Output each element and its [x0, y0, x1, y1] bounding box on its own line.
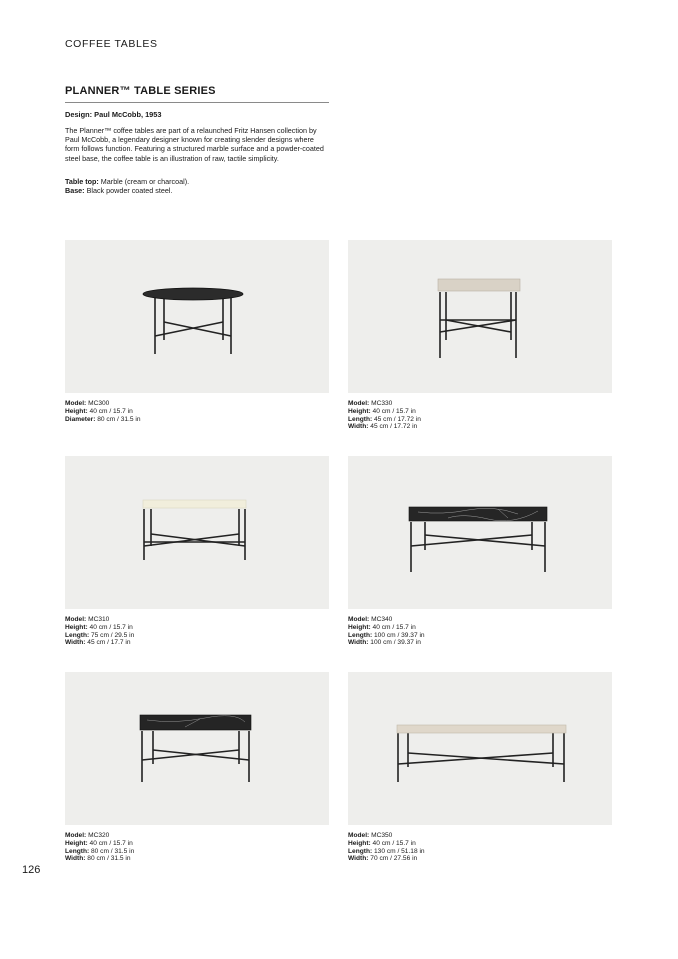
spec-label: Height: [65, 623, 88, 631]
spec-value: 40 cm / 15.7 in [87, 407, 133, 415]
spec-label: Model: [348, 616, 370, 623]
title-rule [65, 102, 329, 103]
spec-row [348, 408, 612, 416]
table-illustration [65, 456, 329, 609]
spec-row [65, 840, 329, 848]
spec-label: Height: [65, 839, 88, 847]
table-top-value: Marble (cream or charcoal). [98, 177, 190, 186]
spec-label: Length: [65, 631, 90, 639]
series-title: PLANNER™ TABLE SERIES [65, 85, 216, 97]
spec-label: Height: [348, 839, 371, 847]
table-illustration [348, 672, 612, 825]
spec-row [65, 848, 329, 856]
spec-value: 45 cm / 17.7 in [85, 639, 131, 647]
product-image-mc330 [348, 240, 612, 393]
spec-label: Width: [348, 423, 369, 431]
spec-label: Length: [348, 847, 373, 855]
spec-label: Model: [65, 832, 87, 839]
spec-row [348, 832, 612, 840]
spec-label: Height: [348, 623, 371, 631]
spec-row [65, 632, 329, 640]
table-illustration [348, 456, 612, 609]
spec-row [348, 400, 612, 408]
spec-label: Model: [348, 832, 370, 839]
table-top [397, 725, 566, 733]
spec-row [65, 855, 329, 863]
table-top [409, 507, 547, 521]
table-illustration [348, 240, 612, 393]
spec-value: 70 cm / 27.56 in [368, 855, 418, 863]
spec-value: 130 cm / 51.18 in [372, 847, 425, 855]
product-image-mc310 [65, 456, 329, 609]
spec-value: 80 cm / 31.5 in [95, 415, 141, 423]
spec-value: 75 cm / 29.5 in [89, 631, 135, 639]
spec-value: MC350 [369, 832, 393, 839]
spec-label: Diameter: [65, 415, 96, 423]
table-illustration [65, 672, 329, 825]
spec-value: 45 cm / 17.72 in [368, 423, 418, 431]
page-number: 126 [22, 864, 41, 876]
table-top [143, 500, 246, 508]
table-top-spec [65, 177, 189, 186]
spec-value: MC340 [369, 616, 393, 623]
spec-value: MC300 [86, 400, 110, 407]
spec-value: 45 cm / 17.72 in [372, 415, 421, 423]
spec-row [348, 416, 612, 424]
product-specs-mc300 [65, 400, 329, 423]
spec-row [348, 639, 612, 647]
spec-row [65, 416, 329, 424]
spec-value: 100 cm / 39.37 in [372, 631, 425, 639]
spec-value: 80 cm / 31.5 in [89, 847, 135, 855]
spec-row [65, 400, 329, 408]
spec-value: 80 cm / 31.5 in [85, 855, 131, 863]
product-specs-mc340 [348, 616, 612, 647]
spec-label: Length: [348, 415, 373, 423]
product-specs-mc310 [65, 616, 329, 647]
spec-label: Height: [348, 407, 371, 415]
spec-row [348, 840, 612, 848]
table-top [143, 288, 243, 300]
spec-label: Width: [65, 855, 86, 863]
design-credit: Design: Paul McCobb, 1953 [65, 110, 162, 119]
table-top-label: Table top: [65, 177, 99, 186]
spec-value: MC330 [369, 400, 393, 407]
spec-label: Model: [348, 400, 370, 407]
spec-row [65, 639, 329, 647]
section-label: COFFEE TABLES [65, 38, 158, 50]
spec-row [65, 832, 329, 840]
product-specs-mc350 [348, 832, 612, 863]
product-specs-mc320 [65, 832, 329, 863]
spec-value: MC320 [86, 832, 110, 839]
spec-label: Length: [348, 631, 373, 639]
spec-row [348, 855, 612, 863]
spec-value: 40 cm / 15.7 in [370, 623, 416, 631]
spec-value: 40 cm / 15.7 in [370, 407, 416, 415]
spec-value: 40 cm / 15.7 in [370, 839, 416, 847]
spec-value: 40 cm / 15.7 in [87, 623, 133, 631]
spec-label: Width: [348, 639, 369, 647]
product-image-mc320 [65, 672, 329, 825]
spec-row [65, 624, 329, 632]
spec-label: Height: [65, 407, 88, 415]
base-spec [65, 186, 189, 195]
spec-label: Width: [65, 639, 86, 647]
spec-row [348, 616, 612, 624]
spec-label: Length: [65, 847, 90, 855]
spec-row [65, 616, 329, 624]
spec-row [348, 624, 612, 632]
spec-label: Model: [65, 616, 87, 623]
spec-value: 100 cm / 39.37 in [368, 639, 421, 647]
table-illustration [65, 240, 329, 393]
spec-row [348, 848, 612, 856]
material-specs [65, 177, 189, 195]
intro-paragraph: The Planner™ coffee tables are part of a relaunched Fritz Hansen collection by Paul McCobb, a legendary designer known for creating slender designs where form follows function. Featuring a structured marble surface and a powder-coated steel base, the coffee table is an illustration of raw, tactile simplicity. [65, 126, 324, 163]
spec-value: MC310 [86, 616, 110, 623]
spec-label: Width: [348, 855, 369, 863]
base-value: Black powder coated steel. [84, 186, 173, 196]
table-top [140, 715, 251, 730]
product-image-mc340 [348, 456, 612, 609]
spec-row [65, 408, 329, 416]
product-specs-mc330 [348, 400, 612, 431]
product-image-mc300 [65, 240, 329, 393]
spec-row [348, 632, 612, 640]
product-image-mc350 [348, 672, 612, 825]
spec-label: Model: [65, 400, 87, 407]
spec-row [348, 423, 612, 431]
base-label: Base: [65, 186, 85, 196]
table-top [438, 279, 520, 291]
spec-value: 40 cm / 15.7 in [87, 839, 133, 847]
